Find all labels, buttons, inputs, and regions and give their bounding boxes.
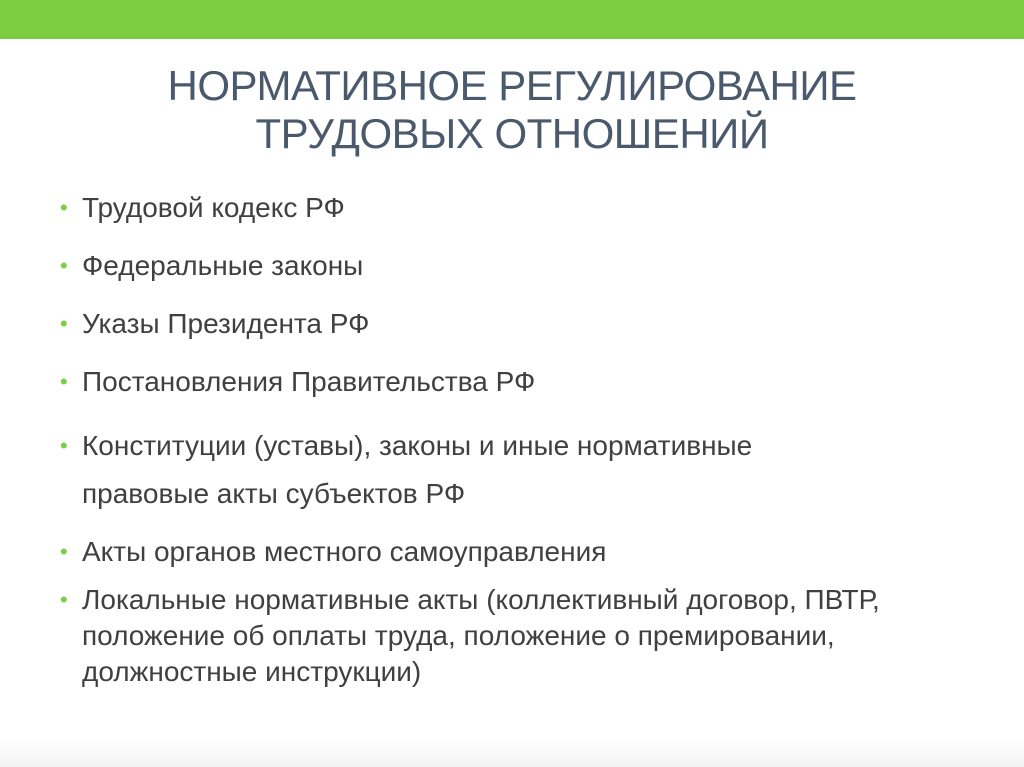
bullet-dot-icon: • xyxy=(60,311,68,336)
bullet-text: Акты органов местного самоуправления xyxy=(82,536,607,567)
bullet-text: Постановления Правительства РФ xyxy=(82,366,536,397)
bullet-dot-icon: • xyxy=(60,433,68,458)
bullet-text: Федеральные законы xyxy=(82,250,364,281)
bullet-item xyxy=(60,248,960,284)
bullet-dot-icon: • xyxy=(60,587,68,612)
bullet-text: Указы Президента РФ xyxy=(82,308,370,339)
bullet-dot-icon: • xyxy=(60,369,68,394)
bullet-item xyxy=(60,364,960,400)
bullet-item xyxy=(60,422,960,518)
bullet-item xyxy=(60,534,960,570)
slide-title xyxy=(40,62,984,158)
bullet-dot-icon: • xyxy=(60,539,68,564)
slide-title-line-1: НОРМАТИВНОЕ РЕГУЛИРОВАНИЕ xyxy=(167,62,857,109)
slide-title-line-2: ТРУДОВЫХ ОТНОШЕНИЙ xyxy=(255,110,769,157)
top-accent-bar xyxy=(0,0,1024,39)
bottom-shadow xyxy=(0,737,1024,767)
bullet-text: Конституции (уставы), законы и иные нормативные правовые акты субъектов РФ xyxy=(82,430,753,509)
bullet-text: Трудовой кодекс РФ xyxy=(82,192,345,223)
bullet-list xyxy=(60,190,960,690)
bullet-item xyxy=(60,582,960,690)
bullet-dot-icon: • xyxy=(60,195,68,220)
bullet-item xyxy=(60,190,960,226)
bullet-item xyxy=(60,306,960,342)
bullet-dot-icon: • xyxy=(60,253,68,278)
bullet-text: Локальные нормативные акты (коллективный договор, ПВТР, положение об оплаты труда, положение о премировании, должностные инструкции) xyxy=(82,584,880,687)
